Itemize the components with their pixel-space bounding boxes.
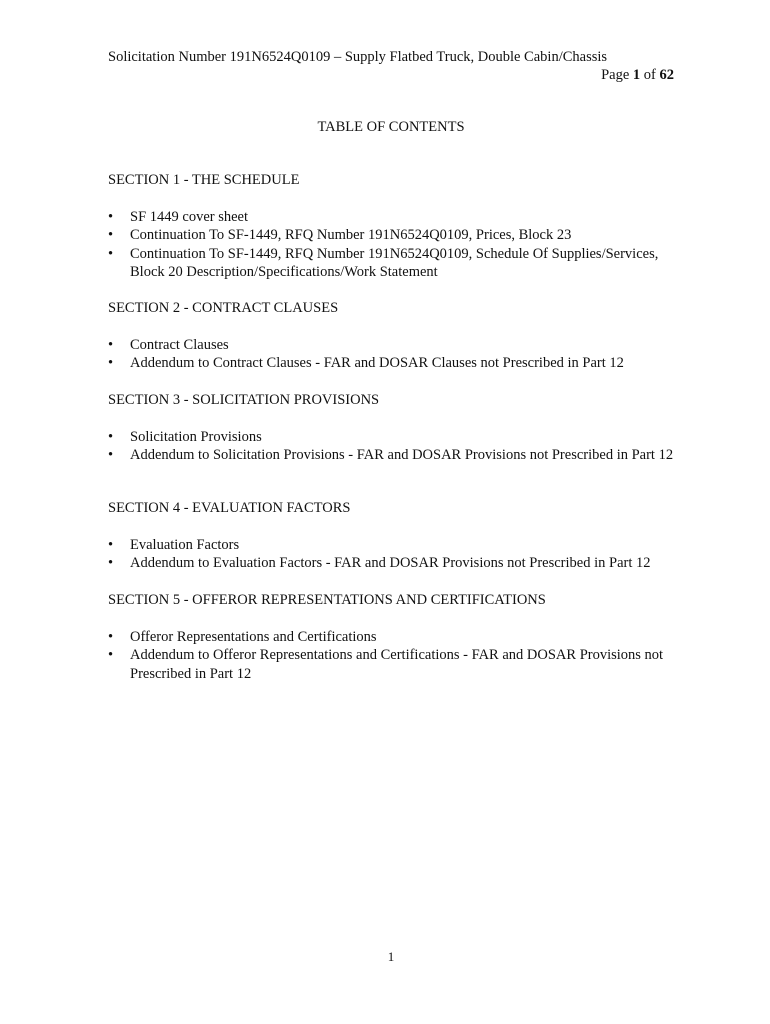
list-item-text: Addendum to Evaluation Factors - FAR and DOSAR Provisions not Prescribed in Part 12 [130,555,651,571]
bullet-icon: • [108,647,114,663]
list-item [108,536,688,555]
section-item-list [108,428,688,465]
page-of: of [643,67,656,83]
section-item-list [108,208,688,282]
list-item [108,646,688,683]
list-item-text: Evaluation Factors [130,536,240,553]
list-item-text: Contract Clauses [130,336,229,353]
section-2 [108,299,688,373]
list-item-text: Offeror Representations and Certifications [130,628,377,645]
footer-page-number: 1 [387,949,395,964]
section-1 [108,171,688,282]
list-item [108,628,688,647]
bullet-icon: • [108,227,114,243]
page-indicator [601,66,674,85]
list-item-text: Addendum to Contract Clauses - FAR and DOSAR Clauses not Prescribed in Part 12 [130,355,624,371]
bullet-icon: • [108,628,114,645]
section-3 [108,391,688,465]
solicitation-header: Solicitation Number 191N6524Q0109 – Supply Flatbed Truck, Double Cabin/Chassis [108,49,608,65]
list-item-text: Addendum to Offeror Representations and Certifications - FAR and DOSAR Provisions not Prescribed in Part 12 [130,647,664,682]
bullet-icon: • [108,536,114,553]
toc-title: TABLE OF CONTENTS [317,119,465,135]
bullet-icon: • [108,245,114,262]
list-item-text: SF 1449 cover sheet [130,208,248,225]
section-item-list [108,336,688,373]
section-heading: SECTION 3 - SOLICITATION PROVISIONS [108,392,380,408]
list-item [108,446,688,465]
section-heading: SECTION 2 - CONTRACT CLAUSES [108,300,339,316]
page-current: 1 [632,67,641,83]
section-heading: SECTION 5 - OFFEROR REPRESENTATIONS AND CERTIFICATIONS [108,592,546,608]
list-item [108,245,688,282]
bullet-icon: • [108,447,114,463]
list-item [108,208,688,227]
list-item [108,554,688,573]
list-item [108,226,688,245]
page-total: 62 [659,67,674,83]
bullet-icon: • [108,336,114,353]
bullet-icon: • [108,555,114,571]
section-heading: SECTION 4 - EVALUATION FACTORS [108,500,351,516]
list-item-text: Addendum to Solicitation Provisions - FAR and DOSAR Provisions not Prescribed in Part 12 [130,447,674,463]
bullet-icon: • [108,355,114,371]
bullet-icon: • [108,208,114,225]
bullet-icon: • [108,428,114,445]
section-item-list [108,628,688,684]
list-item [108,354,688,373]
page-word: Page [601,67,630,83]
section-4 [108,499,688,573]
list-item-text: Solicitation Provisions [130,428,262,445]
list-item-text: Continuation To SF-1449, RFQ Number 191N6524Q0109, Schedule Of Supplies/Services, Block 20 Description/Specifications/Work Statement [130,245,659,280]
list-item-text: Continuation To SF-1449, RFQ Number 191N6524Q0109, Prices, Block 23 [130,227,572,243]
section-5 [108,591,688,683]
section-item-list [108,536,688,573]
section-heading: SECTION 1 - THE SCHEDULE [108,172,300,188]
list-item [108,428,688,447]
list-item [108,336,688,355]
